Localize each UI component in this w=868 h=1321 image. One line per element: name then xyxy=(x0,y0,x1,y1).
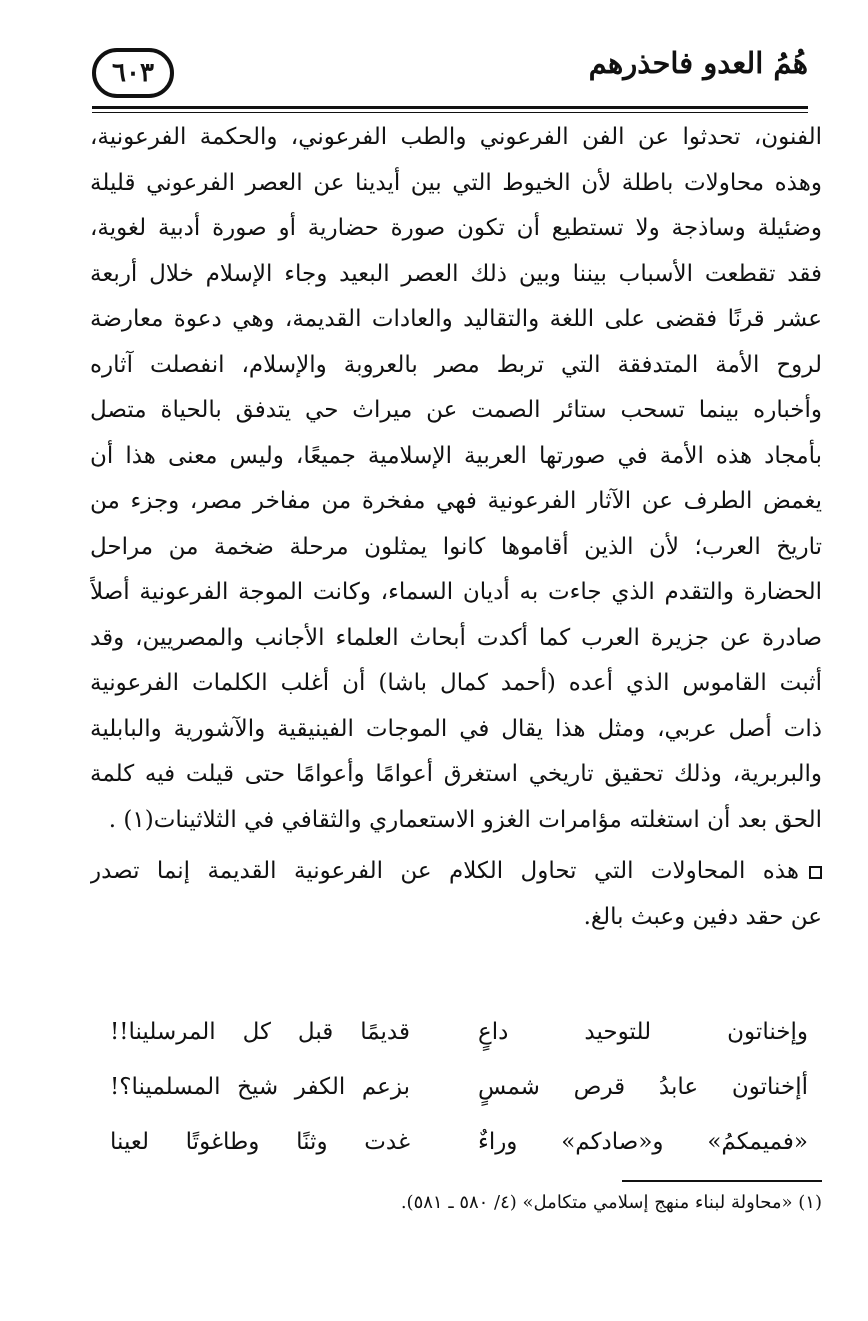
bullet-text: هذه المحاولات التي تحاول الكلام عن الفرعونية القديمة إنما تصدر xyxy=(90,858,799,884)
text-line: الحضارة والتقدم الذي جاءت به أديان السماء، وكانت الموجة الفرعونية أصلاً xyxy=(90,579,822,605)
poem-verse xyxy=(110,1060,808,1115)
text-line: أثبت القاموس الذي أعده (أحمد كمال باشا) أن أغلب الكلمات الفرعونية xyxy=(90,670,822,696)
page-number: ٦٠٣ xyxy=(92,48,174,98)
verse-second-half: قديمًا قبل كل المرسلينا!! xyxy=(110,1019,410,1045)
poem xyxy=(110,1005,808,1170)
verse-second-half: بزعم الكفر شيخ المسلمينا؟! xyxy=(110,1074,410,1100)
text-line: فقد تقطعت الأسباب بيننا وبين ذلك العصر البعيد وجاء الإسلام خلال أربعة xyxy=(90,260,822,287)
verse-first-half: وإخناتون للتوحيد داعٍ xyxy=(478,1019,808,1045)
verse-second-half: غدت وثنًا وطاغوتًا لعينا xyxy=(110,1129,410,1155)
text-line: تاريخ العرب؛ لأن الذين أقاموها كانوا يمثلون مرحلة ضخمة من مراحل xyxy=(90,533,822,560)
page-header xyxy=(92,36,808,106)
poem-verse xyxy=(110,1005,808,1060)
bullet-paragraph xyxy=(90,849,822,940)
text-line: وضئيلة وساذجة ولا تستطيع أن تكون صورة حضارية أو صورة أدبية لغوية، xyxy=(90,215,822,241)
text-line: صادرة عن جزيرة العرب كما أكدت أبحاث العلماء الأجانب والمصريين، وقد xyxy=(90,624,822,651)
text-line: يغمض الطرف عن الآثار الفرعونية فهي مفخرة من مفاخر مصر، وجزء من xyxy=(90,488,822,514)
footnote: (١) «محاولة لبناء منهج إسلامي متكامل» (٤/ ٥٨٠ ـ ٥٨١). xyxy=(400,1192,822,1213)
header-divider xyxy=(92,106,808,109)
text-line: الحق بعد أن استغلته مؤامرات الغزو الاستعماري والثقافي في الثلاثينات(١) . xyxy=(108,806,822,833)
text-line: وأخباره بينما تسحب ستائر الصمت عن ميراث حي يتدفق بالحياة متصل xyxy=(90,397,822,423)
main-text xyxy=(90,115,822,940)
text-line: بأمجاد هذه الأمة في صورتها العربية الإسلامية جميعًا، وليس معنى هذا أن xyxy=(90,442,822,469)
text-line: عشر قرنًا فقضى على اللغة والتقاليد والعادات القديمة، وهي دعوة معارضة xyxy=(90,306,822,332)
text-line: والبربرية، وذلك تحقيق تاريخي استغرق أعوامًا وأعوامًا حتى قيلت فيه كلمة xyxy=(90,761,822,787)
footnote-divider xyxy=(622,1180,822,1182)
running-title: هُمُ العدو فاحذرهم xyxy=(588,46,808,80)
text-line: الفنون، تحدثوا عن الفن الفرعوني والطب الفرعوني، والحكمة الفرعونية، xyxy=(90,124,822,150)
text-line: وهذه محاولات باطلة لأن الخيوط التي بين أيدينا عن العصر الفرعوني قليلة xyxy=(90,169,822,196)
square-bullet-icon xyxy=(809,866,822,879)
poem-verse xyxy=(110,1115,808,1170)
text-line: لروح الأمة المتدفقة التي تربط مصر بالعروبة والإسلام، انفصلت آثاره xyxy=(90,351,822,378)
verse-first-half: أإخناتون عابدُ قرص شمسٍ xyxy=(478,1074,808,1100)
text-line: ذات أصل عربي، ومثل هذا يقال في الموجات الفينيقية والآشورية والبابلية xyxy=(90,715,822,742)
bullet-line xyxy=(90,849,822,895)
verse-first-half: «فميمكمُ» و«صادكم» وراءٌ xyxy=(478,1129,808,1155)
bullet-line: عن حقد دفين وعبث بالغ. xyxy=(583,903,822,930)
